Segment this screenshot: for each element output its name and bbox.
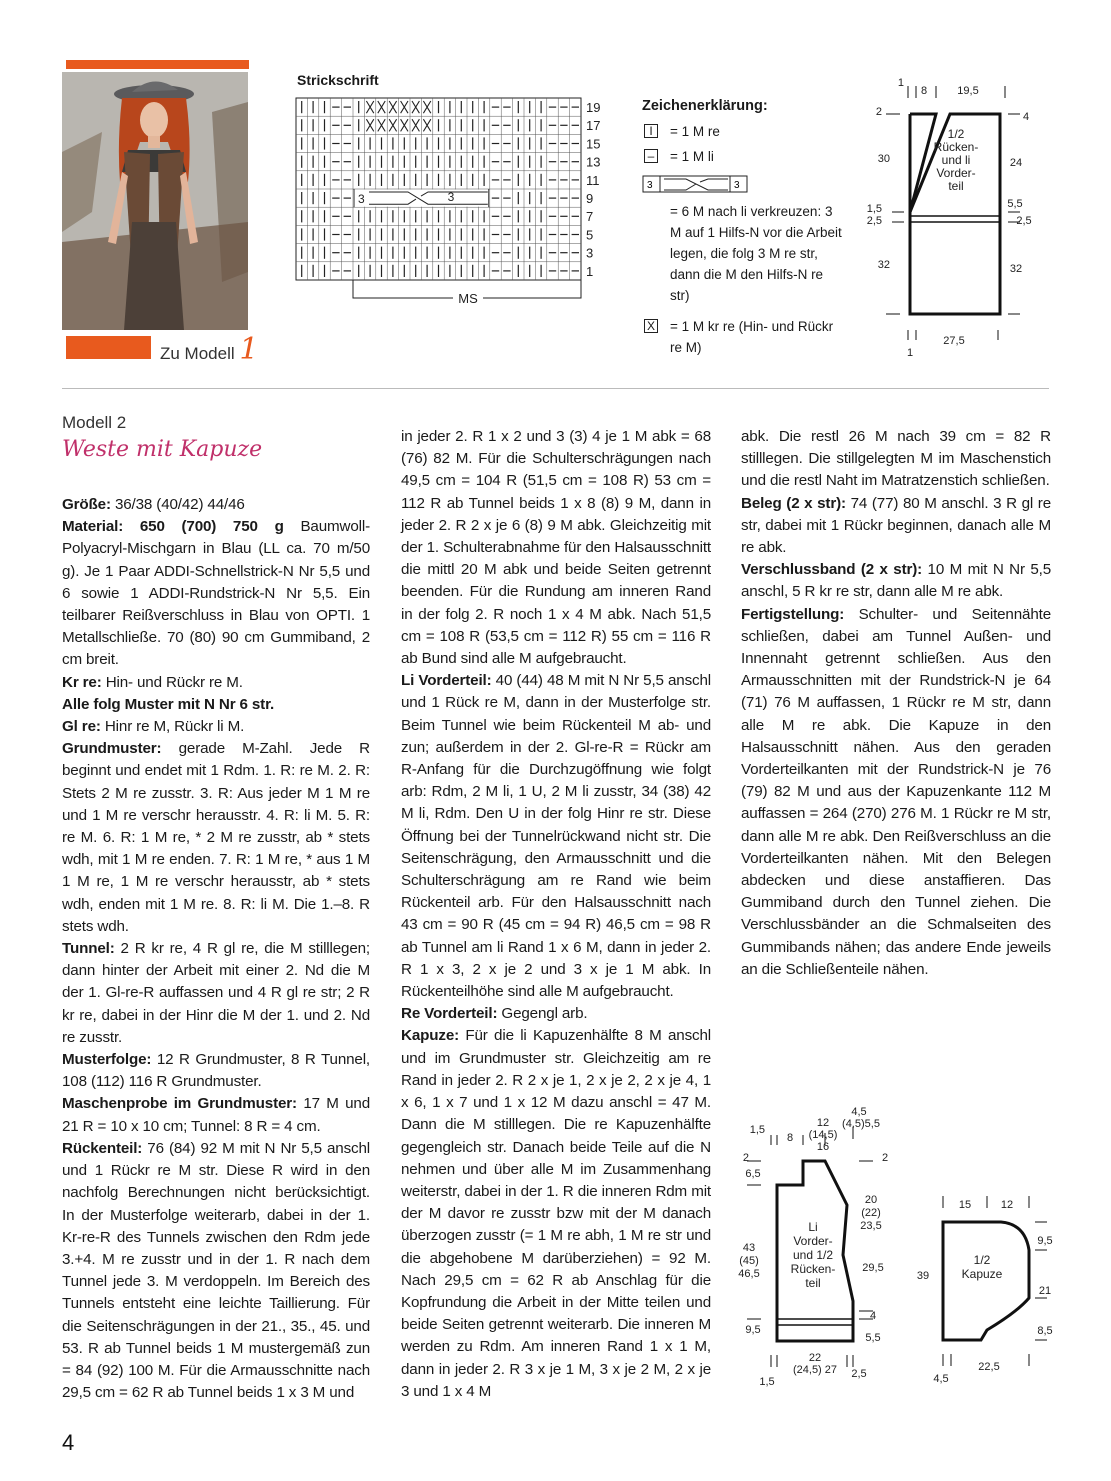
- paragraph-heading: Beleg (2 x str):: [741, 494, 846, 512]
- paragraph: [62, 516, 370, 671]
- row-number: 13: [586, 154, 601, 170]
- row-number: 5: [586, 227, 594, 243]
- row-number: 7: [586, 209, 594, 225]
- paragraph-heading: Rückenteil:: [62, 1139, 143, 1157]
- paragraph-body: gerade M-Zahl. Jede R beginnt und endet mit 1 Rdm. 1. R: re M. 2. R: Stets 2 M re zusstr. 3. R: Aus jeder M 1 M re und 1 M re verschr herausstr. 4. R: li M. 5. R: re M. 6. R: 1 M re, * 2 M re zusstr, ab * stets wdh, mit 1 M re enden. 7. R: 1 M re, * aus 1 M 1 M re, 1 M re verschr herausstr, ab * stets wdh, enden mit 1 M re. 8. R: li M. Die 1.–8. R stets wdh.: [62, 740, 370, 935]
- dimension-label: 24: [1009, 157, 1023, 169]
- dimension-label: 12: [816, 1117, 830, 1129]
- dimension-label: 2: [742, 1152, 749, 1164]
- dimension-label: 30: [877, 153, 890, 165]
- symbol-legend: [642, 96, 842, 358]
- dimension-label: 1: [906, 347, 914, 359]
- legend-text: = 1 M li: [670, 149, 714, 164]
- legend-text: = 6 M nach li verkreuzen: 3 M auf 1 Hilfs-N vor die Arbeit legen, die folg 3 M re str, dann die M den Hilfs-N re str): [670, 204, 842, 303]
- dimension-label: 46,5: [738, 1268, 760, 1280]
- dimension-label: 8: [786, 1132, 794, 1144]
- dimension-label: 2: [875, 106, 882, 118]
- row-number: 9: [586, 191, 594, 206]
- piece-label: und li: [941, 153, 971, 167]
- paragraph: [401, 1003, 711, 1025]
- legend-text: = 1 M re: [670, 124, 720, 139]
- caption-text: Zu Modell: [160, 344, 235, 363]
- paragraph: [62, 1093, 370, 1137]
- paragraph: [62, 1049, 370, 1093]
- dimension-label: 32: [877, 259, 890, 271]
- dimension-label: 4: [869, 1310, 877, 1322]
- piece-label: und 1/2: [792, 1248, 834, 1262]
- instructions-column-3: [741, 426, 1051, 981]
- dimension-label: 1,5: [749, 1124, 765, 1136]
- legend-item-twisted: [642, 316, 842, 358]
- dimension-label: 5,5: [1007, 198, 1023, 210]
- paragraph: [401, 1025, 711, 1402]
- paragraph-body: Baumwoll-Polyacryl-Mischgarn in Blau (LL ca. 70 m/50 g). Je 1 Paar ADDI-Schnellstrick-N Nr 5,5 und 6 sowie 1 ADDI-Rundstrick-N Nr 5,5. Ein teilbarer Reißverschluss in Blau von OPTI. 1 Metallschließe. 70 (80) 90 cm Gummiband, 2 cm breit.: [62, 518, 370, 669]
- dimension-label: (14,5): [808, 1129, 838, 1141]
- paragraph-heading: Tunnel:: [62, 940, 115, 958]
- dimension-label: 6,5: [745, 1168, 761, 1180]
- knit-symbol: I: [644, 124, 658, 138]
- paragraph-heading: Gl re:: [62, 718, 101, 736]
- purl-symbol: –: [644, 149, 658, 163]
- row-number: 15: [586, 136, 601, 152]
- piece-label: Kapuze: [961, 1267, 1003, 1281]
- knitting-chart: [290, 90, 620, 315]
- dimension-label: 23,5: [860, 1220, 882, 1232]
- paragraph-body: 76 (84) 92 M mit N Nr 5,5 anschl und 1 Rückr re M str. Diese R wird in den nachfolg Berechnungen nicht berücksichtigt. In der Musterfolge weiterarb, dabei in der 1. Kr-re-R des Tunnels zwischen den Rdm jede 3.+4. M re zusstr und in der 1. R nach dem Tunnel jede 3. M verdoppeln. Im Bereich des Tunnels entsteht eine leichte Taillierung. Für die Seitenschrägungen in der 21., 35., 45. und 53. R ab Tunnel beids 1 M mustergemäß zun = 84 (92) 100 M. Für die Armausschnitte nach 29,5 cm = 62 R ab Tunnel beids 1 x 3 M und: [62, 1139, 370, 1402]
- paragraph-body: Hin- und Rückr re M.: [101, 673, 243, 691]
- hood-outline: [943, 1222, 1029, 1340]
- piece-label: Vorder-: [793, 1234, 833, 1248]
- accent-bar-caption: [66, 336, 151, 359]
- paragraph: [401, 670, 711, 1003]
- paragraph: [62, 738, 370, 938]
- legend-item-cable: [642, 175, 842, 306]
- paragraph-heading: Re Vorderteil:: [401, 1005, 498, 1023]
- paragraph-heading: Kapuze:: [401, 1027, 460, 1045]
- dimension-label: (22): [861, 1207, 881, 1219]
- piece-label: teil: [805, 1276, 821, 1290]
- dimension-label: 29,5: [862, 1262, 884, 1274]
- paragraph-body: 74 (77) 80 M anschl. 3 R gl re str, dabei mit 1 Rückr beginnen, danach alle M re abk.: [741, 494, 1051, 557]
- dimension-label: 2: [881, 1152, 889, 1164]
- svg-text:3: 3: [734, 180, 740, 191]
- twisted-knit-symbol: X: [644, 319, 658, 333]
- paragraph-body: Schulter- und Seitennähte schließen, dabei am Tunnel Außen- und Innennaht getrennt schließen. Aus den Armausschnitten mit der Rundstrick-N je 64 (71) 76 M auffassen, 1 Rückr re M str, dann alle M re abk. Die Kapuze in den Halsausschnitt nähen. Aus den geraden Vorderteilkanten mit der Rundstrick-N je 76 (79) 82 M und aus der Kapuzenkante 112 M auffassen = 264 (270) 276 M. 1 Rückr re M str, dann alle M re abk. Den Reißverschluss an die Vorderteilkanten nähen. Mit den Belegen abdecken und diese anstaffieren. Das Gummiband durch den Tunnel ziehen. Die Verschlussbänder an die Schmalseiten des Gummibands nähen; das andere Ende jeweils an die Schließenteile nähen.: [741, 605, 1051, 978]
- legend-title: Zeichenerklärung:: [642, 98, 768, 114]
- piece-label: Li: [808, 1220, 818, 1234]
- cable-symbol-icon: [642, 175, 748, 193]
- dimension-label: 2,5: [1016, 215, 1032, 227]
- cable-count-left: 3: [358, 192, 365, 206]
- row-number: 11: [586, 172, 600, 188]
- row-number: 17: [586, 118, 601, 134]
- paragraph-heading: Musterfolge:: [62, 1051, 152, 1069]
- model-photo: [62, 72, 248, 330]
- dimension-label: 1,5: [866, 203, 882, 215]
- paragraph: [62, 716, 370, 738]
- instructions-column-2: [401, 426, 711, 1403]
- paragraph: [62, 694, 370, 716]
- chart-title: Strickschrift: [297, 72, 379, 88]
- legend-item-knit: [642, 121, 842, 142]
- dimension-label: 20: [864, 1194, 878, 1206]
- paragraph-heading: Größe:: [62, 496, 111, 513]
- paragraph-heading: Material: 650 (700) 750 g: [62, 518, 284, 536]
- piece-label: Vorder-: [936, 166, 976, 180]
- paragraph-heading: Fertigstellung:: [741, 605, 845, 623]
- paragraph-body: in jeder 2. R 1 x 2 und 3 (3) 4 je 1 M abk = 68 (76) 82 M. Für die Schulterschrägungen nach 49,5 cm = 104 R (51,5 cm = 108 R) 53 cm = 112 R ab Tunnel beids 1 x 8 (8) 9 M, dann in jeder 2. R 2 x je 6 (8) 9 M abk. Gleichzeitig mit der 1. Schulterabnahme für den Halsausschnitt die mittl 20 M abk und beide Seiten getrennt beenden. Für die Rundung am inneren Rand in der folg 2. R noch 1 x 4 M abk. Nach 51,5 cm = 108 R (53,5 cm = 112 R) 55 cm = 116 R ab Bund sind alle M aufgebraucht.: [401, 428, 711, 668]
- legend-text: = 1 M kr re (Hin- und Rückr re M): [670, 319, 834, 355]
- dimension-label: 2,5: [866, 215, 882, 227]
- schematic-hood: [905, 1180, 1055, 1390]
- paragraph: [401, 426, 711, 670]
- dimension-label: 43: [742, 1242, 756, 1254]
- dimension-label: 4: [1022, 111, 1030, 123]
- dimension-label: 4,5: [851, 1106, 867, 1118]
- paragraph-body: abk. Die restl 26 M nach 39 cm = 82 R stilllegen. Die stillgelegten M im Maschenstich und die restl Naht im Matratzenstich schließen.: [741, 428, 1051, 490]
- paragraph: [741, 493, 1051, 560]
- paragraph: [62, 938, 370, 1049]
- dimension-label: 15: [958, 1199, 972, 1211]
- row-number: 3: [586, 245, 594, 261]
- pattern-repeat-label: MS: [458, 291, 478, 306]
- paragraph-body: 40 (44) 48 M mit N Nr 5,5 anschl und 1 Rück re M, dann in der Musterfolge str. Beim Tunnel wie beim Rückenteil M ab- und zun; außerdem in der 2. Gl-re-R = Rückr am R-Anfang für die Durchzugöffnung wie folgt arb: Rdm, 2 M li, 1 U, 2 M li zusstr, 34 (38) 42 M li, Rdm. Den U in der folg Hinr re str. Diese Öffnung bei der Tunnelrückwand nicht str. Die Seitenschrägung, den Armausschnitt und die Schulterschrägung am re Rand wie beim Rückenteil arb. Für den Halsausschnitt nach 43 cm = 90 R (45 cm = 94 R) 46,5 cm = 98 R ab Tunnel am li Rand 1 x 6 M, dann in jeder 2. R 1 x 3, 2 x je 2 und 3 x je 1 M abk. In Rückenteilhöhe sind alle M aufgebraucht.: [401, 672, 711, 1001]
- dimension-label: 22: [808, 1352, 822, 1364]
- dimension-label: 32: [1009, 263, 1023, 275]
- dimension-label: 21: [1038, 1285, 1052, 1297]
- dimension-label: 39: [916, 1270, 930, 1282]
- paragraph-heading: Li Vorderteil:: [401, 672, 492, 690]
- piece-label: Rücken-: [933, 140, 979, 154]
- piece-label: Rücken-: [790, 1262, 836, 1276]
- paragraph-heading: Kr re:: [62, 673, 102, 691]
- schematic-front-half-back: [735, 1105, 905, 1390]
- schematic-back-front: [860, 74, 1050, 364]
- page-number: 4: [62, 1430, 75, 1455]
- paragraph-heading: Grundmuster:: [62, 740, 162, 758]
- dimension-label: 9,5: [1037, 1235, 1053, 1247]
- model-label: Modell 2: [62, 413, 127, 432]
- dimension-label: 27,5: [943, 335, 965, 347]
- dimension-label: 1: [897, 77, 904, 89]
- dimension-label: 12: [1000, 1199, 1014, 1211]
- dimension-label: 16: [816, 1141, 830, 1153]
- piece-label: teil: [948, 179, 964, 193]
- piece-label: 1/2: [947, 127, 965, 141]
- model-photo-illustration: [62, 72, 248, 330]
- dimension-label: (45): [739, 1255, 759, 1267]
- paragraph-body: 10 M mit N Nr 5,5 anschl, 5 R kr re str, dann alle M re abk.: [741, 561, 1051, 601]
- piece-label: 1/2: [973, 1253, 991, 1267]
- dimension-label: 2,5: [851, 1368, 867, 1380]
- paragraph: [62, 494, 370, 516]
- dimension-label: (24,5) 27: [792, 1364, 838, 1376]
- dimension-label: 9,5: [745, 1324, 761, 1336]
- row-number: 19: [586, 100, 601, 115]
- paragraph-body: 17 M und 21 R = 10 x 10 cm; Tunnel: 8 R = 4 cm.: [62, 1095, 370, 1135]
- dimension-label: 22,5: [978, 1361, 1000, 1373]
- photo-caption: [160, 332, 258, 367]
- dimension-label: 4,5: [933, 1373, 949, 1385]
- paragraph-body: Für die li Kapuzenhälfte 8 M anschl und im Grundmuster str. Gleichzeitig am re Rand in jeder 2. R 2 x je 1, 2 x je 2, 2 x je 4, 1 x 6, 1 x 7 und 1 x 12 M dazu anschl = 47 M. Dann die M stilllegen. Die re Kapuzenhälfte gegengleich str. Danach beide Teile auf die N nehmen und über alle M im Zusammenhang weiterstr, dabei in der 1. R die inneren Rdm mit der M davor re zusstr bzw mit der M danach überzogen zusstr (= 1 M re abh, 1 M re str und die abgehobene M darüberziehen) = 92 M. Nach 29,5 cm = 62 R ab Anschlag für die Kopfrundung die Arbeit in der Mitte teilen und beide Seiten getrennt weiterarb. Die inneren M werden zu Rdm. Am inneren Rand 1 x 1 M, dann in jeder 2. R 3 x je 1 M, 3 x je 2 M, 2 x je 3 und 1 x 4 M: [401, 1027, 711, 1400]
- paragraph-heading: Maschenprobe im Grundmuster:: [62, 1095, 297, 1113]
- paragraph: [62, 672, 370, 694]
- paragraph-body: Hinr re M, Rückr li M.: [100, 718, 245, 736]
- legend-item-purl: [642, 146, 842, 167]
- cable-count-right: 3: [447, 190, 455, 204]
- dimension-label: 8: [920, 85, 928, 97]
- dimension-label: 19,5: [957, 85, 979, 97]
- dimension-label: 1,5: [759, 1376, 775, 1388]
- paragraph-heading: Verschlussband (2 x str):: [741, 561, 923, 579]
- instructions-column-1: [62, 494, 370, 1404]
- paragraph-body: 2 R kr re, 4 R gl re, die M stilllegen; dann hinter der Arbeit mit einer 2. Nd die M der 1. Gl-re-R auffassen und 4 R gl re str; 2 R kr re, dabei in der Hinr die M der 1. und 2. Nd re zusstr.: [62, 940, 370, 1046]
- paragraph: [741, 604, 1051, 981]
- dimension-label: 5,5: [865, 1332, 881, 1344]
- paragraph: [62, 1138, 370, 1404]
- dimension-label: 8,5: [1037, 1325, 1053, 1337]
- neckline-outline: [910, 114, 936, 212]
- paragraph-heading: Alle folg Muster mit N Nr 6 str.: [62, 695, 275, 713]
- caption-model-number: 1: [239, 332, 259, 367]
- paragraph: [741, 426, 1051, 493]
- dimension-label: (4,5)5,5: [842, 1118, 880, 1130]
- divider-line: [62, 388, 1049, 389]
- paragraph-body: 12 R Grundmuster, 8 R Tunnel, 108 (112) 116 R Grundmuster.: [62, 1051, 370, 1091]
- paragraph-body: 36/38 (40/42) 44/46: [110, 496, 245, 513]
- paragraph: [741, 559, 1051, 603]
- paragraph-body: Gegengl arb.: [497, 1005, 588, 1023]
- model-title: Weste mit Kapuze: [62, 437, 263, 462]
- svg-text:3: 3: [647, 180, 653, 191]
- row-number: 1: [586, 263, 594, 279]
- accent-bar-top: [66, 60, 249, 69]
